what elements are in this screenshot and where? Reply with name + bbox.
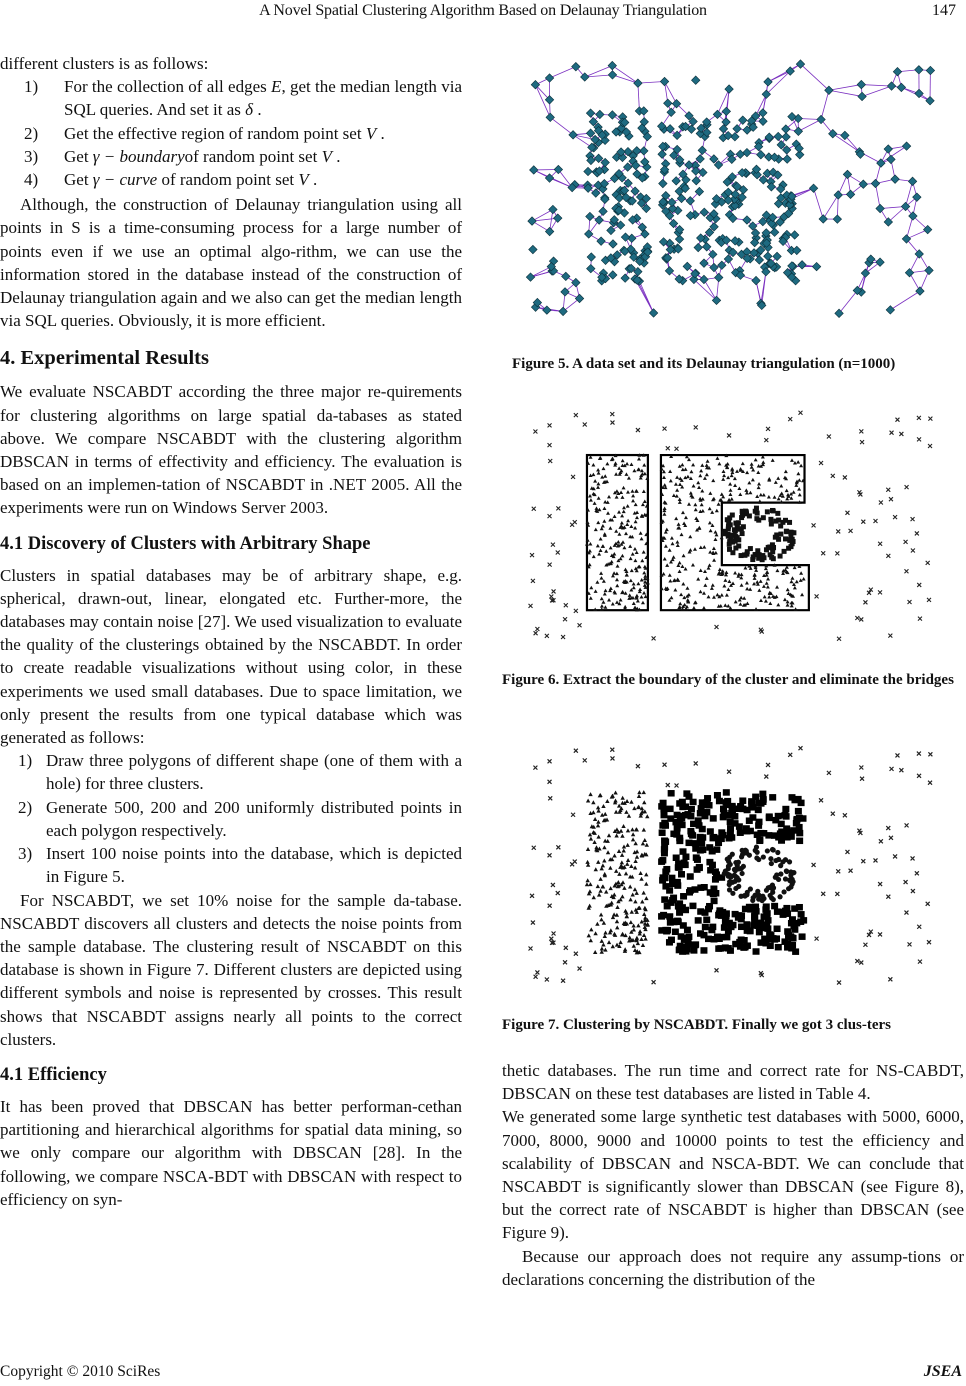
journal-name: JSEA bbox=[923, 1363, 962, 1380]
boundary-extraction-plot bbox=[505, 392, 963, 664]
step-4: 4) Get γ − curve of random point set V . bbox=[24, 170, 318, 190]
intro-text: different clusters is as follows: bbox=[0, 54, 209, 73]
step-2: 2) Get the effective region of random point set V . bbox=[24, 123, 385, 143]
figure-7-clustering-result bbox=[505, 727, 963, 1009]
var-delta: δ bbox=[245, 100, 254, 120]
gen-step-1: 1) Draw three polygons of different shape (one of them with a hole) for three clusters. bbox=[18, 751, 462, 794]
var-E: E bbox=[271, 77, 282, 97]
paragraph-generated: We generated some large synthetic test databases with 5000, 6000, 7000, 8000, 9000 and 10000 points to test the efficiency and scalability of DBSCAN and NSCA-BDT. We can conclude that NSCABDT is significantly slower than DBSCAN (see Figure 8), but the correct rate of NSCABDT is higher than DBSCAN (see Figure 9). bbox=[502, 1107, 964, 1243]
left-column bbox=[0, 52, 462, 1211]
delaunay-triangulation-plot bbox=[505, 40, 963, 340]
section-heading-discovery: 4.1 Discovery of Clusters with Arbitrary Shape bbox=[0, 533, 371, 554]
clustering-result-plot bbox=[505, 727, 963, 1009]
paragraph-efficiency: It has been proved that DBSCAN has better performan-cethan partitioning and hierarchical algorithms for spatial data mining, so we only compare our algorithm with DBSCAN [28]. In the following, we compare NSCA-BDT with DBSCAN with respect to efficiency on syn- bbox=[0, 1096, 462, 1209]
algorithm-steps bbox=[0, 75, 462, 191]
gen-step-3: 3) Insert 100 noise points into the database, which is depicted in Figure 5. bbox=[18, 844, 462, 887]
figure-5-caption: Figure 5. A data set and its Delaunay triangulation (n=1000) bbox=[512, 356, 896, 372]
paragraph-clusters: Clusters in spatial databases may be of arbitrary shape, e.g. spherical, drawn-out, linear, elongated etc. Further-more, the databases may contain noise [27]. We used visualization to evaluate the quality of the clusterings obtained by the NSCABDT. In order to create readable visualizations without using color, in these experiments we used small databases. Due to space limitation, we only present the results from one typical database which was generated as follows: bbox=[0, 565, 462, 748]
generation-steps bbox=[0, 749, 462, 888]
running-title: A Novel Spatial Clustering Algorithm Based on Delaunay Triangulation bbox=[259, 2, 707, 19]
section-heading-experimental-results: 4. Experimental Results bbox=[0, 347, 209, 370]
paragraph-because: Because our approach does not require any assump-tions or declarations concerning the distribution of the bbox=[502, 1246, 964, 1289]
gen-step-2: 2) Generate 500, 200 and 200 uniformly distributed points in each polygon respectively. bbox=[18, 797, 462, 840]
figure-6-caption: Figure 6. Extract the boundary of the cluster and eliminate the bridges bbox=[502, 672, 954, 688]
page-number: 147 bbox=[932, 2, 956, 19]
figure-7-caption: Figure 7. Clustering by NSCABDT. Finally we got 3 clus-ters bbox=[502, 1017, 892, 1033]
copyright-notice: Copyright © 2010 SciRes bbox=[0, 1363, 161, 1380]
step-3: 3) Get γ − boundaryof random point set V . bbox=[24, 146, 341, 166]
paragraph-thetic: thetic databases. The run time and correct rate for NS-CABDT, DBSCAN on these test databases are listed in Table 4. bbox=[502, 1061, 964, 1104]
figure-6-boundary-extraction bbox=[505, 392, 963, 664]
step-1: 1) For the collection of all edges E, get the median length via SQL queries. And set it as δ . bbox=[24, 77, 462, 120]
right-column-text bbox=[502, 1059, 964, 1291]
paragraph-although: Although, the construction of Delaunay triangulation using all points in S is a time-consuming process for a large number of points even if we use an optimal algo-rithm, we can use the information stored in the database instead of the construction of Delaunay triangulation again and we also can get the median length via SQL queries. Obviously, it is more efficient. bbox=[0, 195, 462, 331]
paragraph-evaluate: We evaluate NSCABDT according the three major re-quirements for clustering algorithms on large spatial da-tabases as stated above. We compare NSCABDT with the clustering algorithm DBSCAN in terms of effectivity and efficiency. The evaluation is based on an implemen-tation of NSCABDT in .NET 2005. All the experiments were run on Windows Server 2003. bbox=[0, 382, 462, 518]
figure-5-delaunay-triangulation bbox=[505, 40, 963, 340]
section-heading-efficiency: 4.1 Efficiency bbox=[0, 1064, 107, 1085]
paragraph-nscabdt-result: For NSCABDT, we set 10% noise for the sample da-tabase. NSCABDT discovers all clusters and detects the noise points from the sample database. The clustering result of NSCABDT on this database is shown in Figure 7. Different clusters are depicted using different symbols and noise is represented by crosses. This result shows that NSCABDT assigns nearly all points to the correct clusters. bbox=[0, 890, 462, 1049]
